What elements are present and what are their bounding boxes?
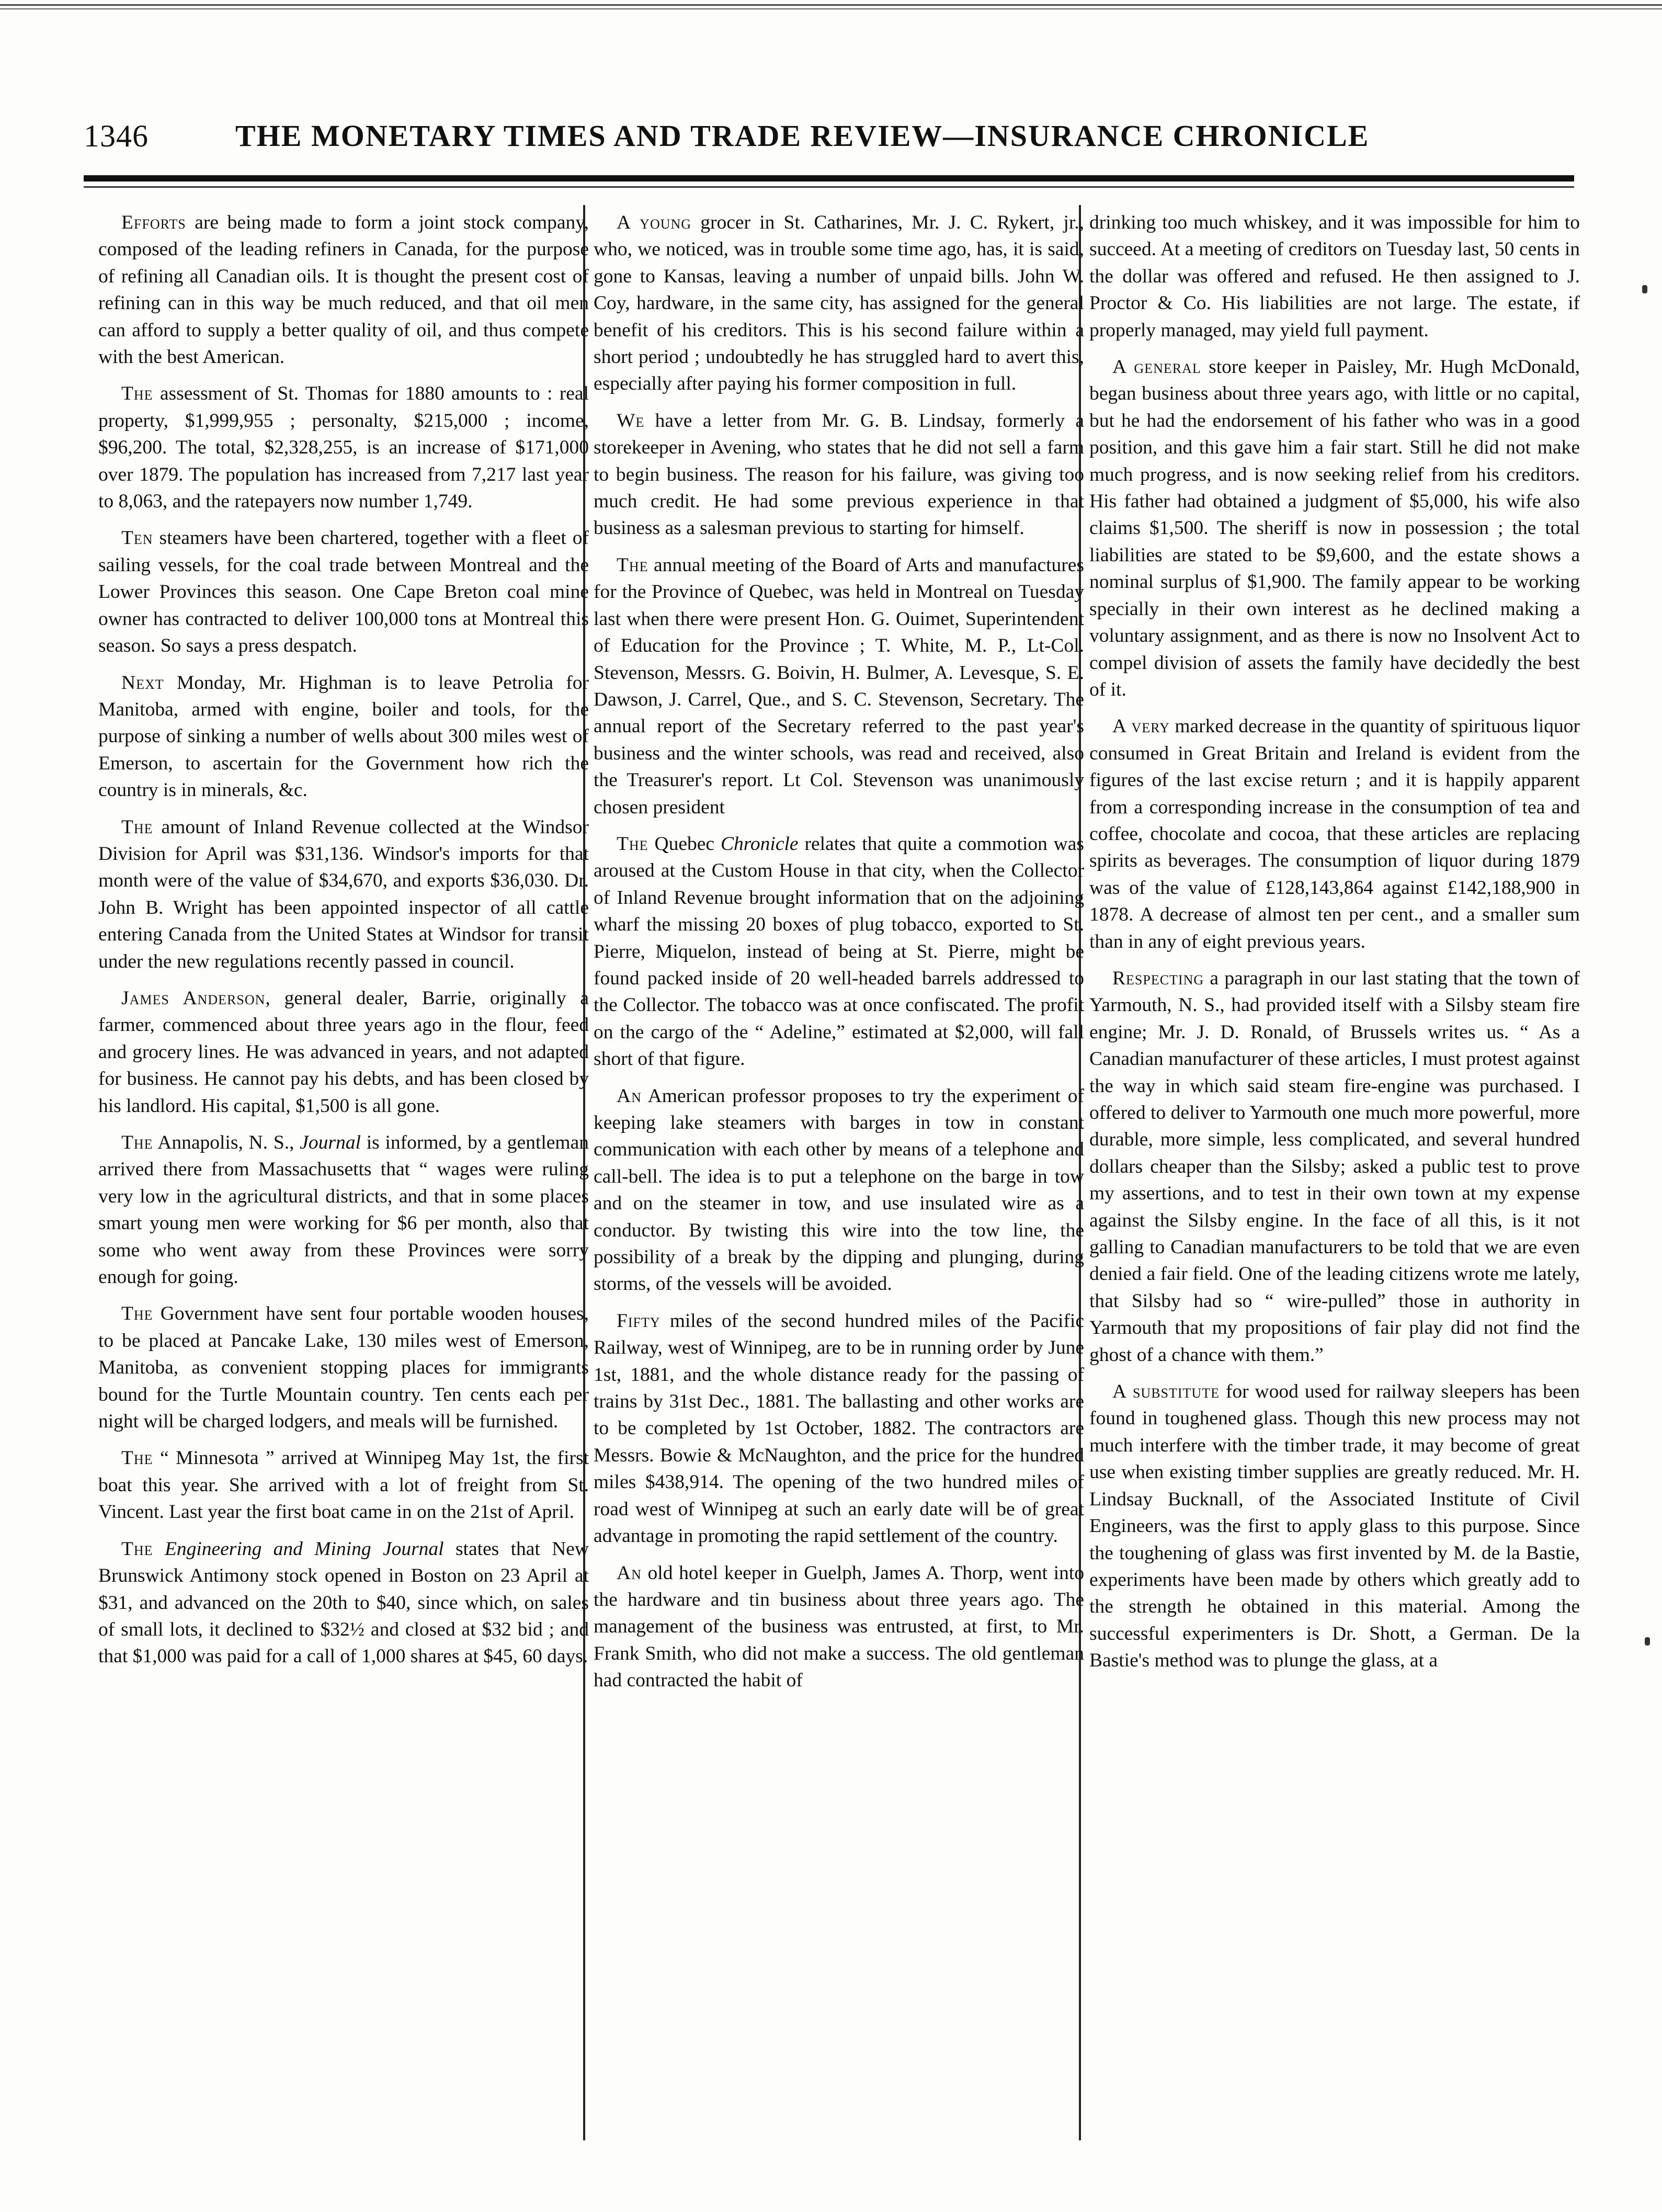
article-paragraph xyxy=(1089,1378,1580,1674)
paragraph-lead-word: The xyxy=(617,833,648,855)
paragraph-text: “ Minnesota ” arrived at Winnipeg May 1st, the first boat this year. She arrived with a lot of freight from St. Vincent. Last year the first boat came in on the 21st of April. xyxy=(98,1447,589,1523)
article-paragraph xyxy=(98,380,589,515)
article-paragraph xyxy=(594,552,1084,821)
article-paragraph xyxy=(98,1536,589,1670)
paragraph-text: Monday, Mr. Highman is to leave Petrolia for Manitoba, armed with engine, boiler and tools, for the purpose of sinking a number of wells about 300 miles west of Emerson, to ascertain for the Government how rich the country is in minerals, &c. xyxy=(98,672,589,801)
paragraph-lead-word: A very xyxy=(1112,716,1170,738)
header-rule-thin xyxy=(84,186,1574,188)
article-paragraph xyxy=(1089,713,1580,955)
article-paragraph xyxy=(98,1129,589,1290)
article-paragraph xyxy=(594,1308,1084,1550)
paragraph-lead-word: The xyxy=(121,816,153,838)
header-rule-thick xyxy=(84,175,1574,182)
paragraph-text: miles of the second hundred miles of the Pacific Railway, west of Winnipeg, are to be in running order by June 1st, 1881, and the whole distance ready for the passing of trains by 31st Dec., 1881. The ballasting and other works are to be completed by 1st October, 1882. The contractors are Messrs. Bowie & McNaughton, and the price for the hundred miles $438,914. The opening of the two hundred miles of road west of Winnipeg at such an early date will be of great advantage in promoting the rapid settlement of the country. xyxy=(594,1310,1084,1547)
paragraph-text: annual meeting of the Board of Arts and manufactures for the Province of Quebec, was held in Montreal on Tuesday last when there were present Hon. G. Ouimet, Superintendent of Education for the Province ; T. White, M. P., Lt-Col. Stevenson, Messrs. G. Boivin, H. Bulmer, A. Levesque, S. E. Dawson, J. Carrel, Que., and S. C. Stevenson, Secretary. The annual report of the Secretary referred to the past year's business and the winter schools, was read and received, also the Treasurer's report. Lt Col. Stevenson was unanimously chosen president xyxy=(594,554,1084,818)
article-paragraph xyxy=(98,209,589,370)
column-1 xyxy=(98,209,589,2124)
article-paragraph xyxy=(98,985,589,1119)
margin-mark xyxy=(1642,285,1647,293)
paragraph-lead-word: Efforts xyxy=(121,212,186,233)
article-paragraph xyxy=(594,831,1084,1073)
paragraph-text: steamers have been chartered, together with a fleet of sailing vessels, for the coal trade between Montreal and the Lower Provinces this season. One Cape Breton coal mine owner has contracted to deliver 100,000 tons at Montreal this season. So says a press despatch. xyxy=(98,527,589,657)
paragraph-text: American professor proposes to try the experiment of keeping lake steamers with barges in tow in constant communication with each other by means of a telephone and call-bell. The idea is to put a telephone on the barge in tow and on the steamer in tow, and use insulated wire as a conductor. By twisting this wire into the tow line, the possibility of a break by the dipping and plunging, during storms, of the vessels will be avoided. xyxy=(594,1085,1084,1295)
paragraph-text: grocer in St. Catharines, Mr. J. C. Rykert, jr., who, we noticed, was in trouble some time ago, has, it is said, gone to Kansas, leaving a number of unpaid bills. John W. Coy, hardware, in the same city, has assigned for the general benefit of his creditors. This is his second failure within a short period ; undoubtedly he has struggled hard to avert this, especially after paying his former composition in full. xyxy=(594,212,1084,395)
article-paragraph xyxy=(1089,354,1580,703)
paragraph-text: store keeper in Paisley, Mr. Hugh McDonald, began business about three years ago, with little or no capital, but he had the endorsement of his father who was in a good position, and this gave him a fair start. Still he did not make much progress, and is now seeking relief from his creditors. His father had obtained a judgment of $5,000, his wife also claims $1,500. The sheriff is now in possession ; the total liabilities are stated to be $9,600, and the estate shows a nominal surplus of $1,900. The family appear to be working specially in their own interest as he declined making a voluntary assignment, and as there is now no Insolvent Act to compel division of assets the family have decidedly the best of it. xyxy=(1089,356,1580,700)
paragraph-lead-word: James Anderson xyxy=(121,987,266,1009)
paragraph-text: a paragraph in our last stating that the town of Yarmouth, N. S., had provided itself with a Silsby steam fire engine; Mr. J. D. Ronald, of Brussels writes us. “ As a Canadian manufacturer of these articles, I must protest against the way in which said steam fire-engine was purchased. I offered to deliver to Yarmouth one much more powerful, more durable, more simple, less complicated, and several hundred dollars cheaper than the Silsby; asked a public test to prove my assertions, and to test in their own town at my expense against the Silsby engine. In the face of all this, is it not galling to Canadian manufacturers to be told that we are even denied a fair field. One of the leading citizens wrote me lately, that Silsby had so “ wire-pulled” those in authority in Yarmouth that my propositions of fair play did not find the ghost of a chance with them.” xyxy=(1089,967,1580,1366)
paragraph-text: , general dealer, Barrie, originally a farmer, commenced about three years ago in the flour, feed and grocery lines. He was advanced in years, and not adapted for business. He cannot pay his debts, and has been closed by his landlord. His capital, $1,500 is all gone. xyxy=(98,987,589,1117)
paragraph-lead-word: Next xyxy=(121,672,164,694)
article-paragraph xyxy=(98,1300,589,1435)
paragraph-text: states that New Brunswick Antimony stock opened in Boston on 23 April at $31, and advanced on the 20th to $40, since which, on sales of small lots, it declined to $32½ and closed at $32 bid ; and that $1,000 was paid for a call of 1,000 shares at $45, 60 days. xyxy=(98,1538,589,1667)
column-3 xyxy=(1089,209,1580,2124)
paragraph-text: Annapolis, N. S., xyxy=(153,1132,300,1153)
paragraph-text: are being made to form a joint stock company, composed of the leading refiners in Canada, for the purpose of refining all Canadian oils. It is thought the present cost of refining can in this way be much reduced, and that oil men can afford to supply a better quality of oil, and thus compete with the best American. xyxy=(98,212,589,368)
paragraph-lead-word: We xyxy=(617,410,645,432)
article-paragraph xyxy=(594,407,1084,542)
article-paragraph xyxy=(98,1445,589,1525)
paragraph-lead-word: The xyxy=(121,1538,153,1560)
paragraph-lead-word: Fifty xyxy=(617,1310,661,1332)
paragraph-lead-word: A young xyxy=(617,212,692,233)
paragraph-lead-word: Respecting xyxy=(1112,967,1204,989)
paragraph-text: amount of Inland Revenue collected at the Windsor Division for April was $31,136. Windsor's imports for that month were of the value of $34,670, and exports $36,030. Dr. John B. Wright has been appointed inspector of all cattle entering Canada from the United States at Windsor for transit under the new regulations recently passed in council. xyxy=(98,816,589,972)
paragraph-text: have a letter from Mr. G. B. Lindsay, formerly a storekeeper in Avening, who states that he did not sell a farm to begin business. The reason for his failure, was giving too much credit. He had some previous experience in that business as a salesman previous to starting for himself. xyxy=(594,410,1084,539)
paragraph-text: old hotel keeper in Guelph, James A. Thorp, went into the hardware and tin business about three years ago. The management of the business was entrusted, at first, to Mr. Frank Smith, who did not make a success. The old gentleman had contracted the habit of xyxy=(594,1562,1084,1692)
publication-name: Engineering and Mining Journal xyxy=(164,1538,444,1560)
article-paragraph xyxy=(98,814,589,975)
paragraph-lead-word: A substitute xyxy=(1112,1381,1220,1403)
paragraph-text xyxy=(153,1538,165,1560)
paragraph-text: marked decrease in the quantity of spirituous liquor consumed in Great Britain and Ireland is evident from the figures of the last excise return ; and it is happily apparent from a corresponding increase in the consumption of tea and coffee, chocolate and cocoa, that these articles are replacing spirits as beverages. The consumption of liquor during 1879 was of the value of £128,143,864 against £142,188,900 in 1878. A decrease of almost ten per cent., and a smaller sum than in any of eight previous years. xyxy=(1089,716,1580,952)
paragraph-text: assessment of St. Thomas for 1880 amounts to : real property, $1,999,955 ; personalty, $215,000 ; income, $96,200. The total, $2,328,255, is an increase of $171,000 over 1879. The population has increased from 7,217 last year to 8,063, and the ratepayers now number 1,749. xyxy=(98,383,589,513)
column-2 xyxy=(594,209,1084,2124)
article-paragraph xyxy=(1089,965,1580,1368)
paragraph-text: drinking too much whiskey, and it was impossible for him to succeed. At a meeting of creditors on Tuesday last, 50 cents in the dollar was offered and refused. He then assigned to J. Proctor & Co. His liabilities are not large. The estate, if properly managed, may yield full payment. xyxy=(1089,212,1580,341)
article-paragraph xyxy=(98,670,589,804)
paragraph-text: Quebec xyxy=(648,833,721,855)
page-number: 1346 xyxy=(84,119,149,153)
paragraph-lead-word: An xyxy=(617,1085,642,1107)
article-paragraph xyxy=(594,1083,1084,1298)
paragraph-lead-word: An xyxy=(617,1562,642,1584)
paragraph-lead-word: The xyxy=(121,1447,153,1469)
article-paragraph xyxy=(98,525,589,659)
paragraph-lead-word: A general xyxy=(1112,356,1201,378)
article-paragraph xyxy=(594,1560,1084,1694)
top-border-rule xyxy=(0,4,1662,12)
paragraph-text: is informed, by a gentleman arrived there from Massachusetts that “ wages were ruling very low in the agricultural districts, and that in some places smart young men were working for $6 per month, also that some who went away from these Provinces were sorry enough for going. xyxy=(98,1132,589,1288)
page-header xyxy=(84,114,1574,172)
paragraph-lead-word: The xyxy=(121,1132,153,1153)
paragraph-text: for wood used for railway sleepers has been found in toughened glass. Though this new process may not much interfere with the timber trade, it may become of great use when existing timber supplies are greatly reduced. Mr. H. Lindsay Bucknall, of the Associated Institute of Civil Engineers, was the first to apply glass to this purpose. Since the toughening of glass was first invented by M. de la Bastie, experiments have been made by others which greatly add to the strength he obtained in this material. Among the successful experimenters is Dr. Shott, a German. De la Bastie's method was to plunge the glass, at a xyxy=(1089,1381,1580,1672)
paragraph-lead-word: The xyxy=(121,383,153,405)
publication-name: Journal xyxy=(300,1132,361,1153)
article-paragraph xyxy=(1089,209,1580,344)
paragraph-lead-word: The xyxy=(617,554,648,576)
publication-name: Chronicle xyxy=(720,833,799,855)
paragraph-text: Government have sent four portable wooden houses, to be placed at Pancake Lake, 130 miles west of Emerson, Manitoba, as convenient stopping places for immigrants bound for the Turtle Mountain country. Ten cents each per night will be charged lodgers, and meals will be furnished. xyxy=(98,1303,589,1433)
paragraph-lead-word: The xyxy=(121,1303,153,1325)
margin-mark xyxy=(1645,1637,1650,1646)
paragraph-lead-word: Ten xyxy=(121,527,153,549)
page-title: THE MONETARY TIMES AND TRADE REVIEW—INSURANCE CHRONICLE xyxy=(235,119,1370,153)
article-paragraph xyxy=(594,209,1084,398)
paragraph-text: relates that quite a commotion was aroused at the Custom House in that city, when the Collector of Inland Revenue brought information that on the adjoining wharf the missing 20 boxes of plug tobacco, exported to St. Pierre, Miquelon, instead of being at St. Pierre, might be found packed inside of 20 well-headed barrels addressed to the Collector. The tobacco was at once confiscated. The profit on the cargo of the “ Adeline,” estimated at $2,000, will fall short of that figure. xyxy=(594,833,1084,1070)
